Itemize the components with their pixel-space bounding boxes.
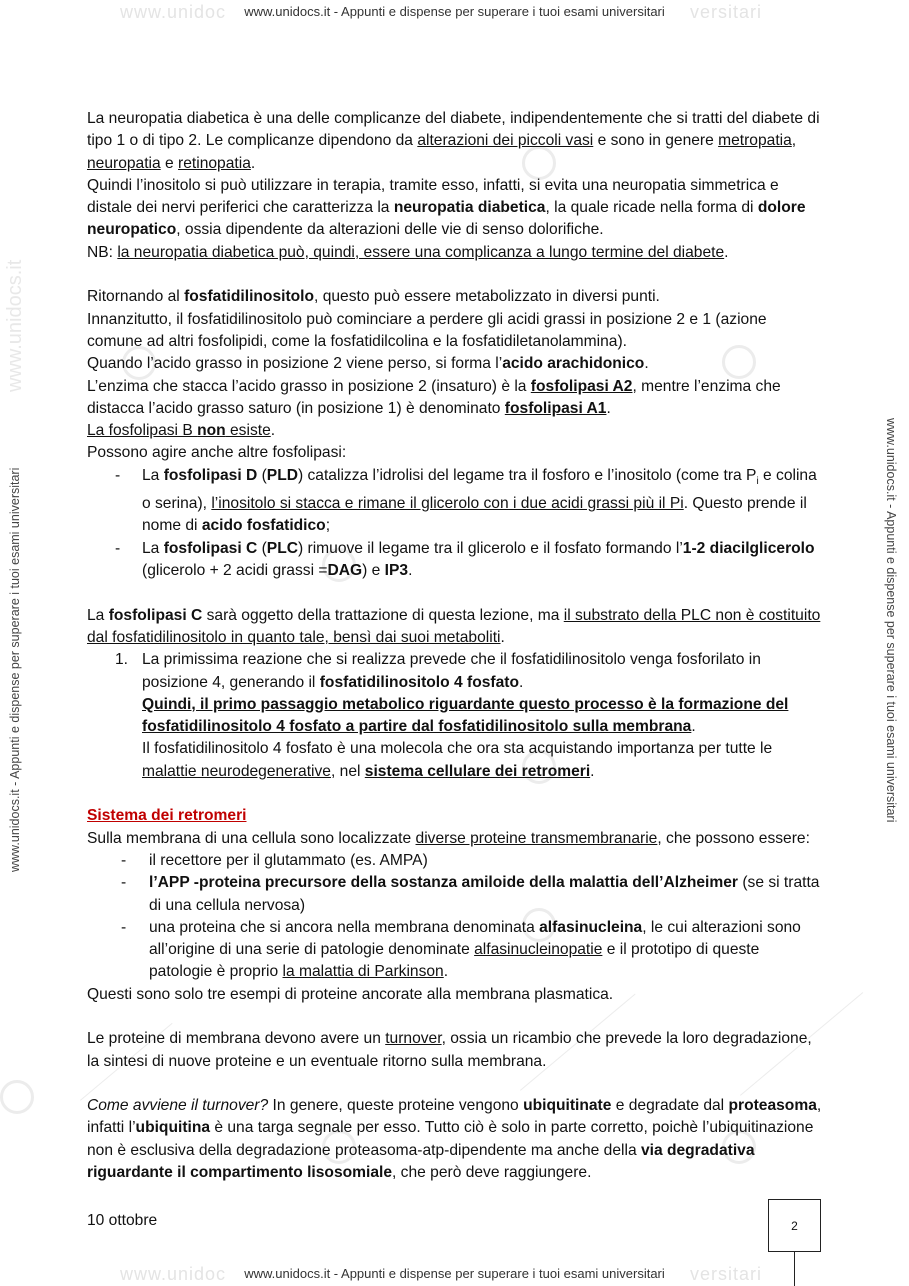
footer-date: 10 ottobre [87,1212,158,1229]
side-watermark-left: www.unidocs.it - Appunti e dispense per superare i tuoi esami universitari [8,467,22,872]
footer-watermark: www.unidocs.it - Appunti e dispense per superare i tuoi esami universitari [244,1266,665,1281]
paragraph-proteine-transmembranarie: Sulla membrana di una cellula sono localizzate diverse proteine transmembranarie, che possono essere: [87,829,810,847]
paragraph-fosfolipasi-a: L’enzima che stacca l’acido grasso in posizione 2 (insaturo) è la fosfolipasi A2, mentre l’enzima che distacca l’acido grasso saturo (in posizione 1) è denominato fosfolipasi A1. [87,377,781,417]
page-number: 2 [768,1199,821,1252]
paragraph-fosfatidilinositolo: Ritornando al fosfatidilinositolo, questo può essere metabolizzato in diversi punti. [87,288,660,306]
paragraph-altre-fosfolipasi: Possono agire anche altre fosfolipasi: [87,444,347,462]
ghost-watermark-footer-left: www.unidoc [120,1264,227,1284]
ghost-watermark-footer-right: versitari [690,1264,763,1284]
list-item: - La fosfolipasi C (PLC) rimuove il legame tra il glicerolo e il fosfato formando l’1-2 diacilglicerolo (glicerolo + 2 acidi grassi =DAG) e IP3. [115,539,815,580]
paragraph-fosfolipasi-c: La fosfolipasi C sarà oggetto della trattazione di questa lezione, ma il substrato della PLC non è costituito dal fosfatidilinositolo in quanto tale, bensì dai suoi metaboliti. [87,606,821,646]
paragraph-ubiquitina: Come avviene il turnover? In genere, queste proteine vengono ubiquitinate e degradate dal proteasoma, infatti l’ubiquitina è una targa segnale per esso. Tutto ciò è solo in parte corretto, poichè l’ubiquitinazione non è esclusiva della degradazione proteasoma-atp-dipendente ma anche della via degradativa riguardante il compartimento lisosomiale, che però deve raggiungere. [87,1097,822,1182]
paragraph-fosfolipasi-b: La fosfolipasi B non esiste. [87,422,276,440]
list-item: - una proteina che si ancora nella membrana denominata alfasinucleina, le cui alterazioni sono all’origine di una serie di patologie denominate alfasinucleinopatie e il prototipo di queste patologie è proprio la malattia di Parkinson. [121,918,801,981]
header-watermark: www.unidocs.it - Appunti e dispense per superare i tuoi esami universitari [244,4,665,19]
paragraph-turnover: Le proteine di membrana devono avere un turnover, ossia un ricambio che prevede la loro degradazione, la sintesi di nuove proteine e un eventuale ritorno sulla membrana. [87,1030,812,1070]
ghost-watermark-left: www.unidoc [120,2,227,22]
paragraph-acido-arachidonico: Quando l’acido grasso in posizione 2 viene perso, si forma l’acido arachidonico. [87,355,649,373]
list-item: - La fosfolipasi D (PLD) catalizza l’idrolisi del legame tra il fosforo e l’inositolo (come tra $P_i$ e colina o serina), l’inositolo si stacca e rimane il glicerolo con i due acidi grassi più il Pi. Questo prende il nome di acido fosfatidico; [115,466,817,535]
paragraph-acidi-grassi: Innanzitutto, il fosfatidilinositolo può cominciare a perdere gli acidi grassi in posizione 2 e 1 (azione comune ad altri fosfolipidi, come la fosfatidilcolina e la fosfatidiletanolammina). [87,310,767,350]
list-item: - l’APP -proteina precursore della sostanza amiloide della malattia dell’Alzheimer (se si tratta di una cellula nervosa) [121,874,820,914]
body-text [87,108,822,1184]
ghost-watermark-right: versitari [690,2,763,22]
numbered-item: 1. La primissima reazione che si realizza prevede che il fosfatidilinositolo venga fosforilato in posizione 4, generando il fosfatidilinositolo 4 fosfato. Quindi, il primo passaggio metabolico riguardante questo processo è la formazione del fosfatidilinositolo 4 fosfato a partire dal fosfatidilinositolo sulla membrana. Il fosfatidilinositolo 4 fosfato è una molecola che ora sta acquistando importanza per tutte le malattie neurodegenerative, nel sistema cellulare dei retromeri. [115,651,789,780]
section-heading: Sistema dei retromeri [87,807,247,825]
ghost-watermark-side: www.unidocs.it [4,259,26,392]
list-item: - il recettore per il glutammato (es. AMPA) [121,851,428,869]
paragraph-neuropatia: La neuropatia diabetica è una delle complicanze del diabete, indipendentemente che si tratti del diabete di tipo 1 o di tipo 2. Le complicanze dipendono da alterazioni dei piccoli vasi e sono in genere metropatia, neuropatia e retinopatia. [87,110,820,172]
page-number-line [794,1252,795,1286]
paragraph-inositolo-terapia: Quindi l’inositolo si può utilizzare in terapia, tramite esso, infatti, si evita una neuropatia simmetrica e distale dei nervi periferici che caratterizza la neuropatia diabetica, la quale ricade nella forma di dolore neuropatico, ossia dipendente da alterazioni delle vie di senso dolorifiche. [87,176,806,239]
watermark-logo-icon [0,1080,34,1114]
paragraph-esempi: Questi sono solo tre esempi di proteine ancorate alla membrana plasmatica. [87,985,614,1003]
side-watermark-right: www.unidocs.it - Appunti e dispense per superare i tuoi esami universitari [884,418,898,823]
paragraph-nb: NB: la neuropatia diabetica può, quindi, essere una complicanza a lungo termine del diabete. [87,243,729,261]
